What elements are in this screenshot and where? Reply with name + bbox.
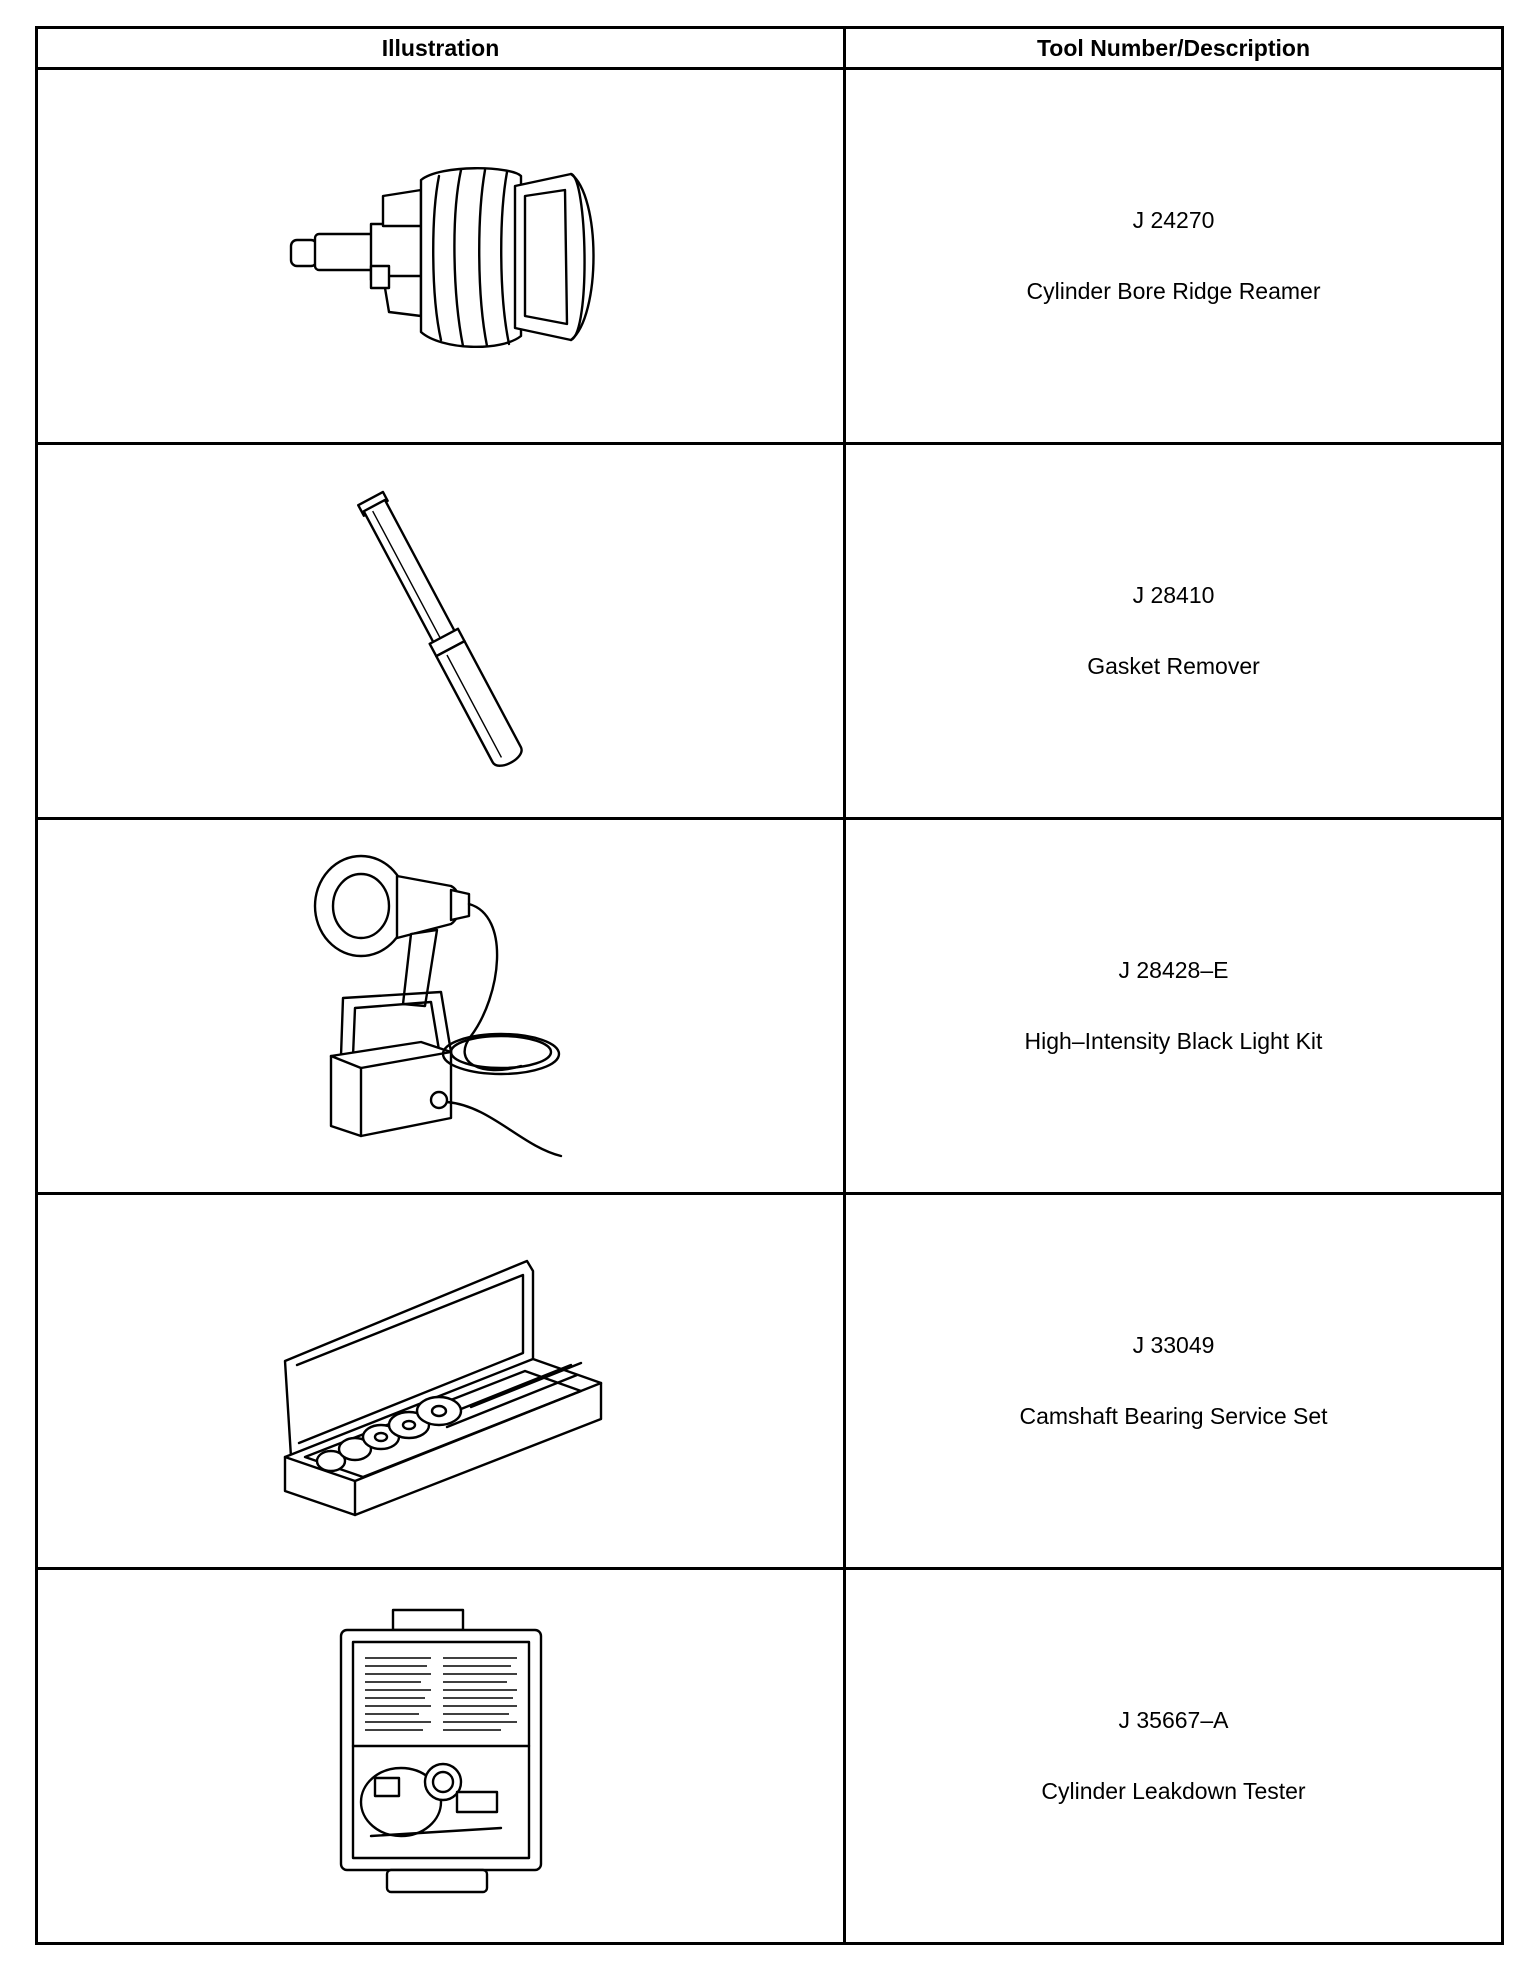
tool-name: Cylinder Bore Ridge Reamer: [1026, 278, 1321, 304]
tool-description-cell: [845, 444, 1503, 819]
ridge-reamer-illustration: [271, 156, 611, 356]
illustration-cell: [37, 1194, 845, 1569]
black-light-kit-illustration: [301, 846, 581, 1166]
table-row: [37, 69, 1503, 444]
illustration-cell: [37, 1569, 845, 1944]
table-row: [37, 819, 1503, 1194]
illustration-cell: [37, 819, 845, 1194]
tool-number: J 28410: [1132, 582, 1215, 608]
tool-name: Camshaft Bearing Service Set: [1019, 1403, 1328, 1429]
tool-description-header: Tool Number/Description: [845, 28, 1503, 69]
tool-description-cell: [845, 819, 1503, 1194]
gasket-remover-illustration: [331, 471, 551, 791]
table-row: [37, 1569, 1503, 1944]
leakdown-tester-illustration: [331, 1606, 551, 1906]
tool-description-cell: [845, 1194, 1503, 1569]
table-row: [37, 444, 1503, 819]
illustration-header: Illustration: [37, 28, 845, 69]
table-header-row: [37, 28, 1503, 69]
tool-name: Gasket Remover: [1087, 653, 1260, 679]
table-row: [37, 1194, 1503, 1569]
tool-name: Cylinder Leakdown Tester: [1041, 1778, 1306, 1804]
tool-number: J 33049: [1132, 1332, 1215, 1358]
camshaft-bearing-set-illustration: [271, 1241, 611, 1521]
tool-number: J 24270: [1132, 207, 1215, 233]
special-tools-table: [35, 26, 1504, 1945]
tool-number: J 35667–A: [1118, 1707, 1229, 1733]
illustration-cell: [37, 444, 845, 819]
illustration-cell: [37, 69, 845, 444]
tool-description-cell: [845, 69, 1503, 444]
tool-name: High–Intensity Black Light Kit: [1024, 1028, 1323, 1054]
tool-description-cell: [845, 1569, 1503, 1944]
tool-number: J 28428–E: [1118, 957, 1229, 983]
